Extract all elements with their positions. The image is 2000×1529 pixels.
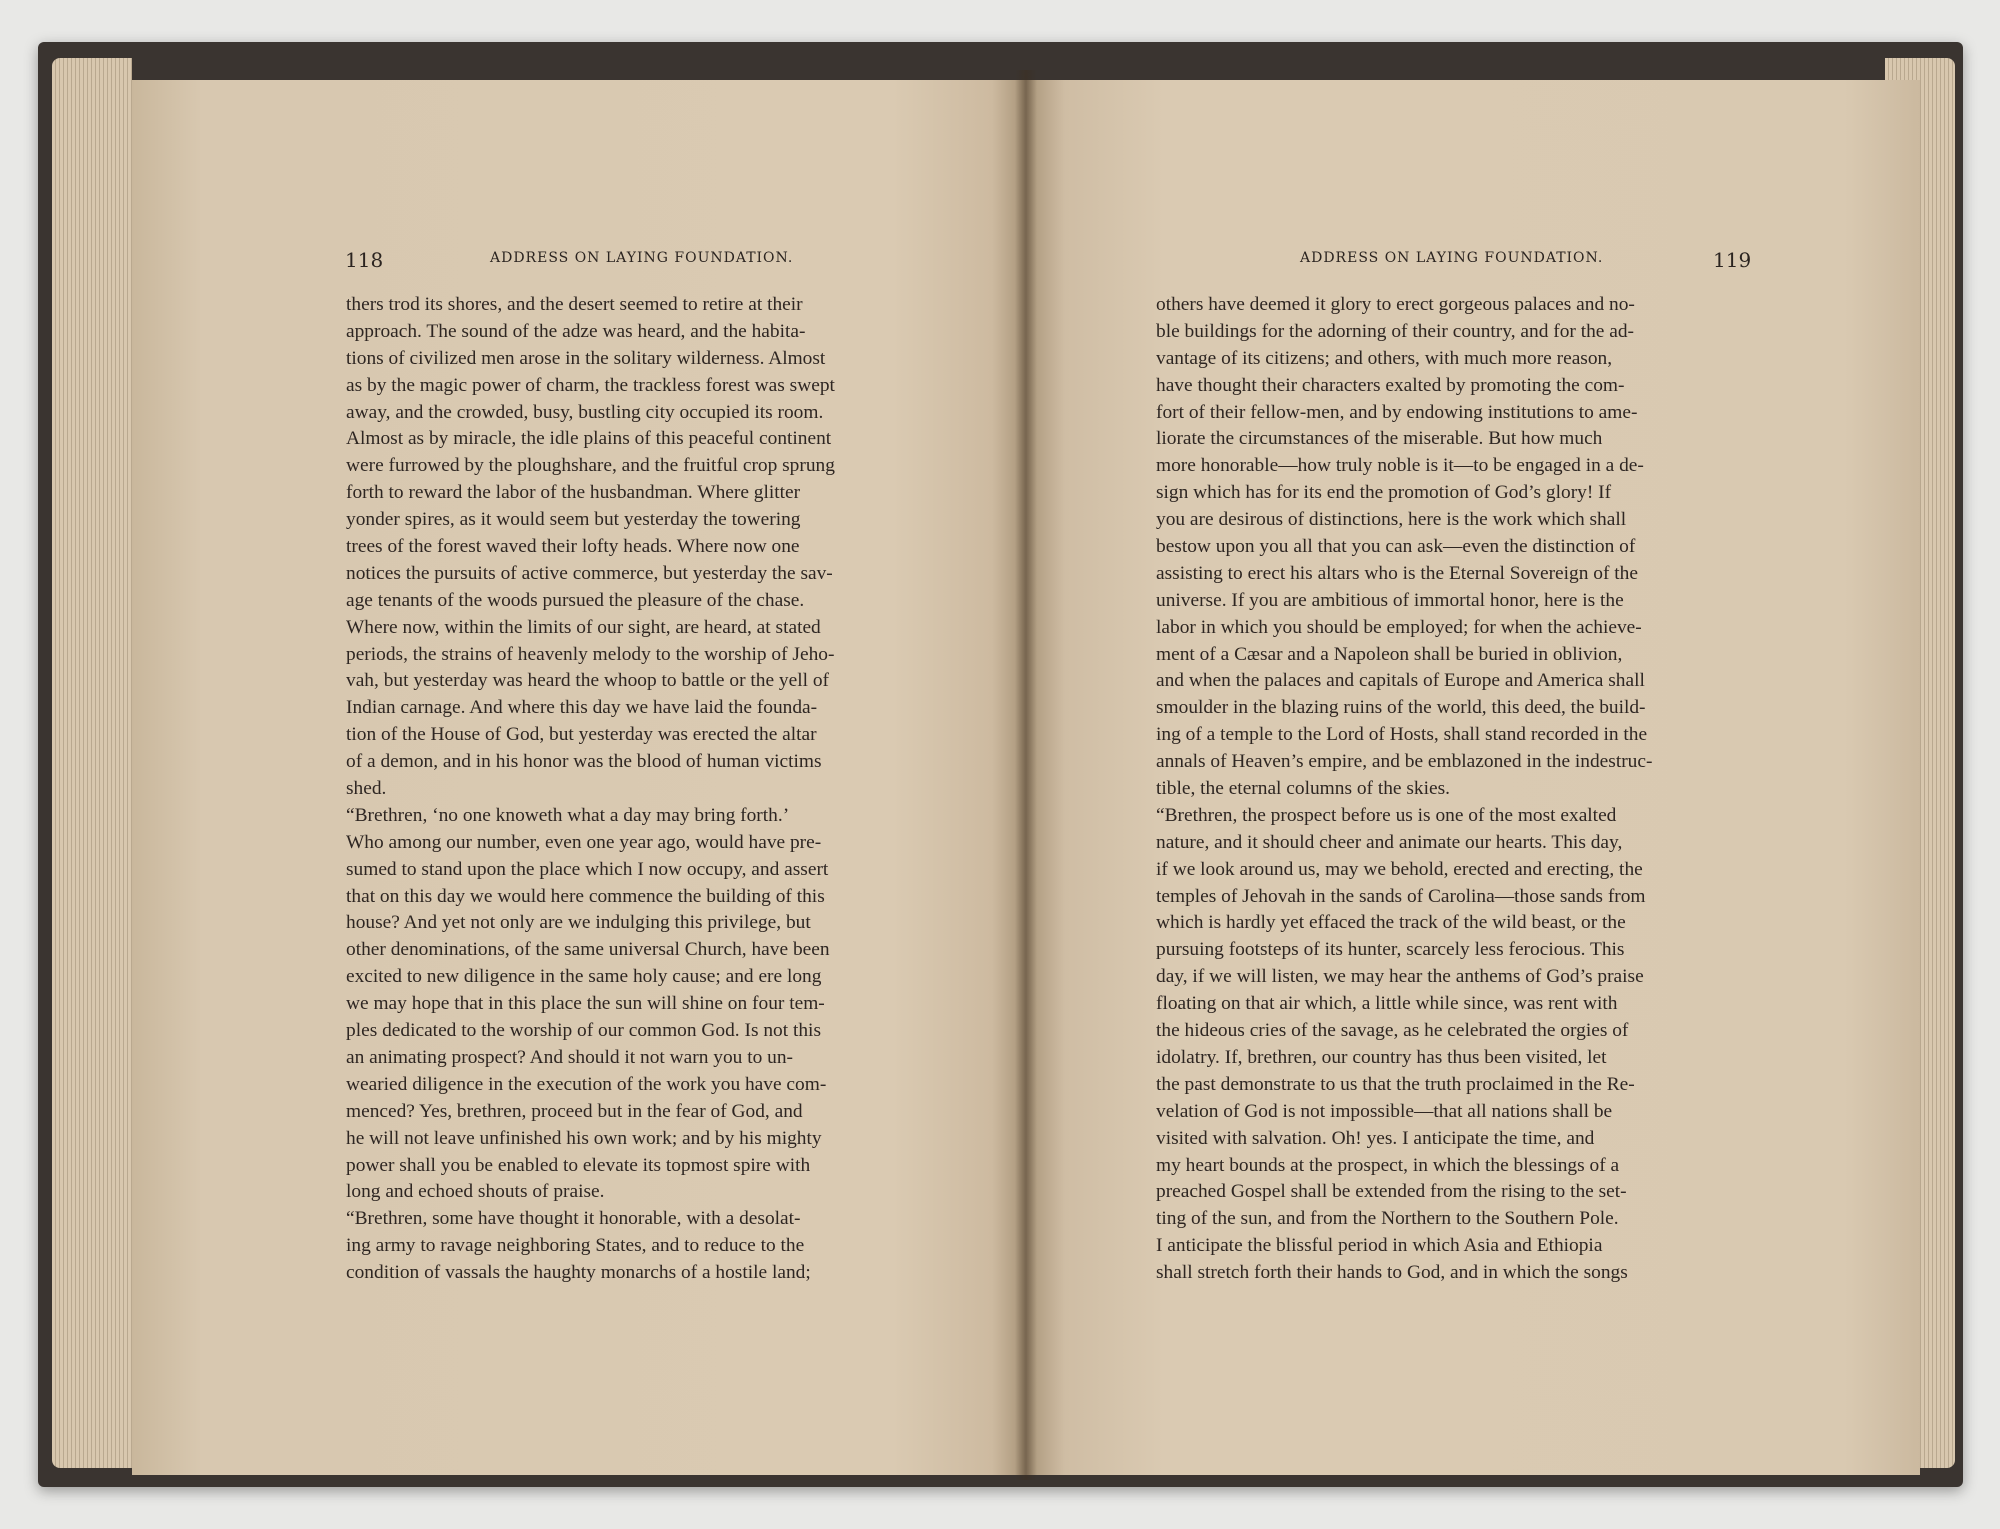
text-line: my heart bounds at the prospect, in which the blessings of a (1156, 1154, 1620, 1176)
text-line: smoulder in the blazing ruins of the world, this deed, the build- (1156, 697, 1646, 719)
text-line: assisting to erect his altars who is the Eternal Sovereign of the (1156, 562, 1638, 584)
text-line: preached Gospel shall be extended from the rising to the set- (1156, 1181, 1627, 1203)
text-line: the past demonstrate to us that the truth proclaimed in the Re- (1156, 1073, 1635, 1095)
text-line: vantage of its citizens; and others, with much more reason, (1156, 347, 1613, 369)
text-line: visited with salvation. Oh! yes. I anticipate the time, and (1156, 1127, 1595, 1149)
text-line: floating on that air which, a little while since, was rent with (1156, 993, 1618, 1015)
text-line: forth to reward the labor of the husbandman. Where glitter (346, 482, 801, 504)
text-line: and when the palaces and capitals of Europe and America shall (1156, 670, 1645, 692)
text-line: as by the magic power of charm, the trackless forest was swept (346, 374, 835, 396)
text-line: idolatry. If, brethren, our country has thus been visited, let (1156, 1046, 1607, 1068)
text-line: Indian carnage. And where this day we have laid the founda- (346, 697, 818, 719)
text-line: that on this day we would here commence the building of this (346, 885, 825, 907)
text-line: labor in which you should be employed; for when the achieve- (1156, 616, 1642, 638)
text-line: vah, but yesterday was heard the whoop to battle or the yell of (346, 670, 830, 692)
text-line: thers trod its shores, and the desert seemed to retire at their (346, 294, 803, 315)
text-line: “Brethren, some have thought it honorable, with a desolat- (346, 1208, 801, 1230)
text-line: “Brethren, ‘no one knoweth what a day may bring forth.’ (346, 804, 790, 826)
text-line: an animating prospect? And should it not warn you to un- (346, 1046, 793, 1068)
text-line: which is hardly yet effaced the track of the wild beast, or the (1156, 912, 1626, 934)
text-line: trees of the forest waved their lofty heads. Where now one (346, 536, 800, 558)
text-line: you are desirous of distinctions, here is the work which shall (1156, 509, 1627, 531)
text-line: long and echoed shouts of praise. (346, 1181, 605, 1203)
text-line: temples of Jehovah in the sands of Carolina—those sands from (1156, 885, 1646, 907)
text-line: Who among our number, even one year ago, would have pre- (346, 831, 822, 853)
text-line: we may hope that in this place the sun will shine on four tem- (346, 993, 825, 1015)
left-page-text (346, 292, 943, 1287)
text-line: I anticipate the blissful period in which Asia and Ethiopia (1156, 1235, 1603, 1257)
text-line: wearied diligence in the execution of the work you have com- (346, 1073, 827, 1095)
page-edges-left (52, 58, 132, 1468)
text-line: shall stretch forth their hands to God, and in which the songs (1156, 1262, 1628, 1284)
text-line: “Brethren, the prospect before us is one of the most exalted (1156, 804, 1617, 826)
text-line: fort of their fellow-men, and by endowing institutions to ame- (1156, 401, 1638, 423)
right-page-text (1156, 292, 1753, 1287)
text-line: liorate the circumstances of the miserable. But how much (1156, 428, 1603, 450)
text-line: ting of the sun, and from the Northern to the Southern Pole. (1156, 1208, 1619, 1230)
text-line: ing of a temple to the Lord of Hosts, shall stand recorded in the (1156, 724, 1648, 746)
text-line: bestow upon you all that you can ask—even the distinction of (1156, 536, 1636, 558)
text-line: other denominations, of the same universal Church, have been (346, 939, 830, 961)
text-line: sign which has for its end the promotion of God’s glory! If (1156, 482, 1612, 504)
text-line: tible, the eternal columns of the skies. (1156, 778, 1451, 800)
left-running-head: ADDRESS ON LAYING FOUNDATION. (490, 250, 794, 266)
text-line: age tenants of the woods pursued the pleasure of the chase. (346, 589, 805, 611)
text-line: pursuing footsteps of its hunter, scarcely less ferocious. This (1156, 939, 1625, 961)
text-line: menced? Yes, brethren, proceed but in the fear of God, and (346, 1100, 803, 1122)
text-line: ples dedicated to the worship of our common God. Is not this (346, 1020, 821, 1042)
right-running-head: ADDRESS ON LAYING FOUNDATION. (1300, 250, 1604, 266)
text-line: power shall you be enabled to elevate its topmost spire with (346, 1154, 811, 1176)
text-line: approach. The sound of the adze was heard, and the habita- (346, 320, 806, 342)
text-line: nature, and it should cheer and animate our hearts. This day, (1156, 831, 1623, 853)
text-line: excited to new diligence in the same holy cause; and ere long (346, 966, 822, 988)
text-line: tion of the House of God, but yesterday was erected the altar (346, 724, 817, 746)
text-line: ment of a Cæsar and a Napoleon shall be buried in oblivion, (1156, 643, 1623, 665)
book-gutter (1015, 70, 1037, 1480)
text-line: of a demon, and in his honor was the blood of human victims (346, 751, 822, 773)
text-line: tions of civilized men arose in the solitary wilderness. Almost (346, 347, 826, 369)
text-line: away, and the crowded, busy, bustling city occupied its room. (346, 401, 824, 423)
left-page-number: 118 (345, 248, 384, 272)
text-line: Where now, within the limits of our sight, are heard, at stated (346, 616, 821, 638)
text-line: sumed to stand upon the place which I now occupy, and assert (346, 858, 829, 880)
text-line: ble buildings for the adorning of their country, and for the ad- (1156, 320, 1634, 342)
text-line: shed. (346, 778, 387, 800)
text-line: were furrowed by the ploughshare, and the fruitful crop sprung (346, 455, 835, 477)
text-line: if we look around us, may we behold, erected and erecting, the (1156, 858, 1643, 880)
text-line: periods, the strains of heavenly melody to the worship of Jeho- (346, 643, 835, 665)
text-line: more honorable—how truly noble is it—to be engaged in a de- (1156, 455, 1644, 477)
text-line: house? And yet not only are we indulging this privilege, but (346, 912, 811, 934)
text-line: annals of Heaven’s empire, and be emblazoned in the indestruc- (1156, 751, 1653, 773)
text-line: velation of God is not impossible—that all nations shall be (1156, 1100, 1613, 1122)
text-line: day, if we will listen, we may hear the anthems of God’s praise (1156, 966, 1644, 988)
text-line: have thought their characters exalted by promoting the com- (1156, 374, 1625, 396)
right-page-number: 119 (1713, 248, 1752, 272)
text-line: ing army to ravage neighboring States, and to reduce to the (346, 1235, 805, 1257)
text-line: yonder spires, as it would seem but yesterday the towering (346, 509, 801, 531)
text-line: condition of vassals the haughty monarchs of a hostile land; (346, 1262, 811, 1284)
text-line: the hideous cries of the savage, as he celebrated the orgies of (1156, 1020, 1629, 1042)
text-line: notices the pursuits of active commerce, but yesterday the sav- (346, 562, 833, 584)
text-line: Almost as by miracle, the idle plains of this peaceful continent (346, 428, 832, 450)
text-line: universe. If you are ambitious of immortal honor, here is the (1156, 589, 1624, 611)
text-line: he will not leave unfinished his own work; and by his mighty (346, 1127, 822, 1149)
text-line: others have deemed it glory to erect gorgeous palaces and no- (1156, 294, 1635, 315)
